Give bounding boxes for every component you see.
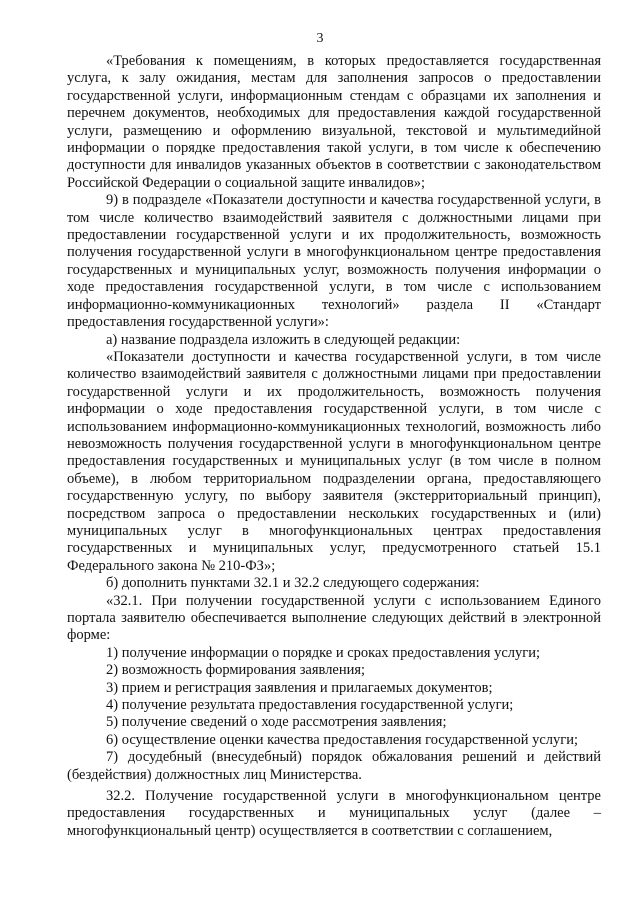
paragraph-clause-32-1: «32.1. При получении государственной услуги с использованием Единого портала заявителю обеспечивается выполнение следующих действий в электронной форме: <box>67 592 601 644</box>
list-item: 1) получение информации о порядке и сроках предоставления услуги; <box>106 644 540 661</box>
page-number: 3 <box>316 31 324 46</box>
list-item: 4) получение результата предоставления государственной услуги; <box>106 697 514 714</box>
paragraph-clause-32-2: 32.2. Получение государственной услуги в многофункциональном центре предоставления государственных и муниципальных услуг (далее – многофункциональный центр) осуществляется в соответствии с соглашением, <box>67 788 601 839</box>
paragraph-subitem-b: б) дополнить пунктами 32.1 и 32.2 следующего содержания: <box>106 575 480 592</box>
document-body <box>67 53 601 840</box>
list-item: 6) осуществление оценки качества предоставления государственной услуги; <box>106 731 578 748</box>
paragraph-subitem-a: а) название подраздела изложить в следующей редакции: <box>106 331 461 348</box>
paragraph-subsection-title: «Показатели доступности и качества государственной услуги, в том числе количество взаимодействий заявителя с должностными лицами при предоставлении государственной услуги и их продолжительность, возможность получения информации о ходе предоставления государственной услуги, в том числе с использованием информационно-коммуникационных технологий, возможность либо невозможность получения государственной услуги в многофункциональном центре предоставления государственных и муниципальных услуг (в том числе в полном объеме), в любом территориальном подразделении органа, предоставляющего государственную услугу, по выбору заявителя (экстерриториальный принцип), посредством запроса о предоставлении нескольких государственных и (или) муниципальных услуг в многофункциональных центрах предоставления государственных и муниципальных услуг, предусмотренного статьей 15.1 Федерального закона № 210-ФЗ»; <box>67 348 601 574</box>
list-item: 3) прием и регистрация заявления и прилагаемых документов; <box>106 679 493 696</box>
paragraph-item-9: 9) в подразделе «Показатели доступности и качества государственной услуги, в том числе количество взаимодействий заявителя с должностными лицами при предоставлении государственной услуги и их продолжительность, возможность получения государственной услуги в многофункциональном центре предоставления государственных и муниципальных услуг, возможность получения информации о ходе предоставления государственной услуги, в том числе с использованием информационно-коммуникационных технологий» раздела II «Стандарт предоставления государственной услуги»: <box>67 192 601 331</box>
list-item: 7) досудебный (внесудебный) порядок обжалования решений и действий (бездействия) должностных лиц Министерства. <box>67 749 601 783</box>
paragraph-premises-requirements: «Требования к помещениям, в которых предоставляется государственная услуга, к залу ожидания, местам для заполнения запросов о предоставлении государственной услуги, информационным стендам с образцами их заполнения и перечнем документов, необходимых для предоставления каждой государственной услуги, размещению и оформлению визуальной, текстовой и мультимедийной информации о порядке предоставления такой услуги, в том числе к обеспечению доступности для инвалидов указанных объектов в соответствии с законодательством Российской Федерации о социальной защите инвалидов»; <box>67 53 601 191</box>
list-item: 2) возможность формирования заявления; <box>106 662 366 679</box>
list-item: 5) получение сведений о ходе рассмотрения заявления; <box>106 714 447 731</box>
